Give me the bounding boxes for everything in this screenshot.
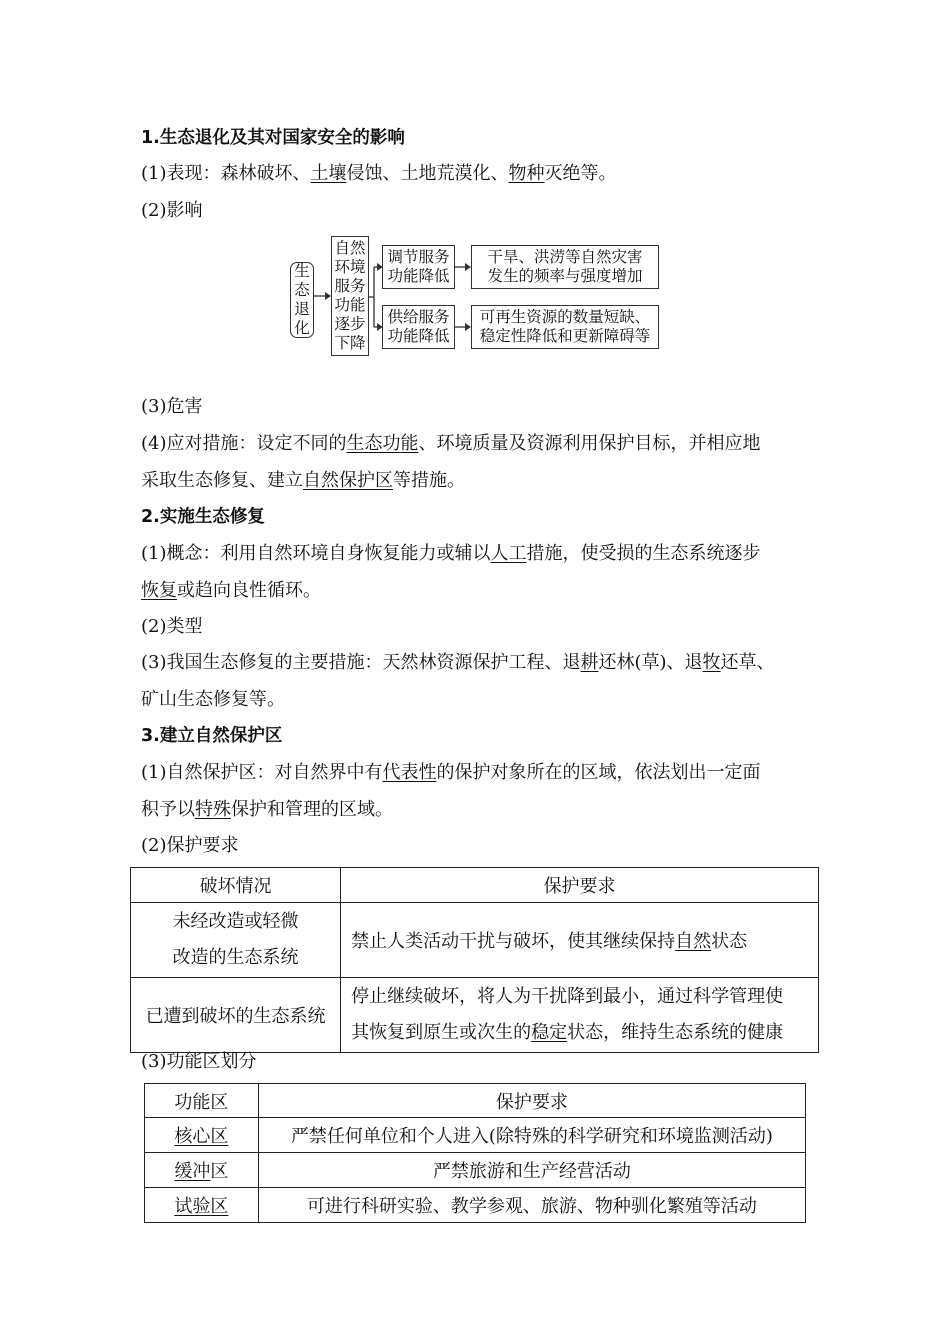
table-header: 功能区: [145, 1084, 259, 1118]
table-cell: 未经改造或轻微 改造的生态系统: [131, 903, 341, 978]
arrow-icon: [455, 261, 472, 273]
zone-table: [144, 1083, 806, 1223]
blank-answer: 试验: [174, 1196, 211, 1217]
table-cell: 严禁任何单位和个人进入(除特殊的科学研究和环境监测活动): [258, 1118, 805, 1153]
table-cell: 停止继续破坏，将人为干扰降到最小，通过科学管理使 其恢复到原生或次生的稳定状态，维持生态系统的健康: [341, 978, 819, 1053]
table-row: [145, 1188, 806, 1223]
section2-item1-line1: (1)概念：利用自然环境自身恢复能力或辅以人工措施，使受损的生态系统逐步: [141, 543, 761, 564]
section2-item3-line1: (3)我国生态修复的主要措施：天然林资源保护工程、退耕还林(草)、退牧还草、: [141, 652, 775, 673]
table-cell: 试验区: [145, 1188, 259, 1223]
blank-answer: 生态功能: [346, 433, 419, 454]
section3-item2-label: (2)保护要求: [141, 835, 239, 856]
blank-answer: 核心: [174, 1126, 211, 1147]
diagram-middle-box: 自然 环境 服务 功能 逐步 下降: [331, 236, 369, 356]
branch-connector: [369, 262, 383, 332]
section3-item1-line1: (1)自然保护区：对自然界中有代表性的保护对象所在的区域，依法划出一定面: [141, 762, 761, 783]
branch2-result-box: 可再生资源的数量短缺、 稳定性降低和更新障碍等: [471, 305, 659, 349]
arrow-icon: [455, 321, 472, 333]
section3-heading: 3.建立自然保护区: [141, 726, 283, 746]
table-row: [131, 978, 819, 1053]
section2-heading: 2.实施生态修复: [141, 507, 265, 527]
section3-item1-line2: 积予以特殊保护和管理的区域。: [141, 799, 393, 820]
table-cell: 可进行科研实验、教学参观、旅游、物种驯化繁殖等活动: [258, 1188, 805, 1223]
table-row: [145, 1118, 806, 1153]
blank-answer: 人工: [490, 543, 527, 564]
blank-answer: 恢复: [141, 580, 177, 601]
table-cell: 缓冲区: [145, 1153, 259, 1188]
table-cell: 已遭到破坏的生态系统: [131, 978, 341, 1053]
section1-item1: (1)表现：森林破坏、土壤侵蚀、土地荒漠化、物种灭绝等。: [141, 163, 617, 184]
branch1-label-box: 调节服务 功能降低: [382, 245, 455, 289]
blank-answer: 缓冲: [174, 1161, 211, 1182]
blank-answer: 耕: [580, 652, 599, 673]
section2-item3-line2: 矿山生态修复等。: [141, 689, 285, 710]
section1-item3-label: (3)危害: [141, 396, 203, 417]
section3-item3-label: (3)功能区划分: [141, 1051, 257, 1072]
section1-heading: 1.生态退化及其对国家安全的影响: [141, 128, 405, 148]
branch1-result-box: 干旱、洪涝等自然灾害 发生的频率与强度增加: [471, 245, 659, 289]
table-header-row: [131, 868, 819, 903]
protection-table: [130, 867, 819, 1053]
section2-item1-line2: 恢复或趋向良性循环。: [141, 580, 321, 601]
blank-answer: 特殊: [195, 799, 231, 820]
section1-item4-line1: (4)应对措施：设定不同的生态功能、环境质量及资源利用保护目标，并相应地: [141, 433, 761, 454]
arrow-icon: [314, 290, 332, 302]
table-cell: 禁止人类活动干扰与破坏，使其继续保持自然状态: [341, 903, 819, 978]
section1-item4-line2: 采取生态修复、建立自然保护区等措施。: [141, 470, 465, 491]
table-header: 保护要求: [341, 868, 819, 903]
blank-answer: 物种: [508, 163, 545, 184]
blank-answer: 土壤: [310, 163, 347, 184]
blank-answer: 自然: [675, 931, 712, 952]
table-row: [145, 1153, 806, 1188]
section1-item2-label: (2)影响: [141, 200, 203, 221]
blank-answer: 稳定: [531, 1022, 568, 1043]
table-cell: 严禁旅游和生产经营活动: [258, 1153, 805, 1188]
table-header: 破坏情况: [131, 868, 341, 903]
table-header-row: [145, 1084, 806, 1118]
blank-answer: 自然保护区: [303, 470, 393, 491]
table-row: [131, 903, 819, 978]
blank-answer: 代表性: [382, 762, 437, 783]
blank-answer: 牧: [702, 652, 721, 673]
branch2-label-box: 供给服务 功能降低: [382, 305, 455, 349]
table-cell: 核心区: [145, 1118, 259, 1153]
diagram-root-box: 生 态 退 化: [290, 262, 314, 338]
table-header: 保护要求: [258, 1084, 805, 1118]
section2-item2-label: (2)类型: [141, 616, 203, 637]
